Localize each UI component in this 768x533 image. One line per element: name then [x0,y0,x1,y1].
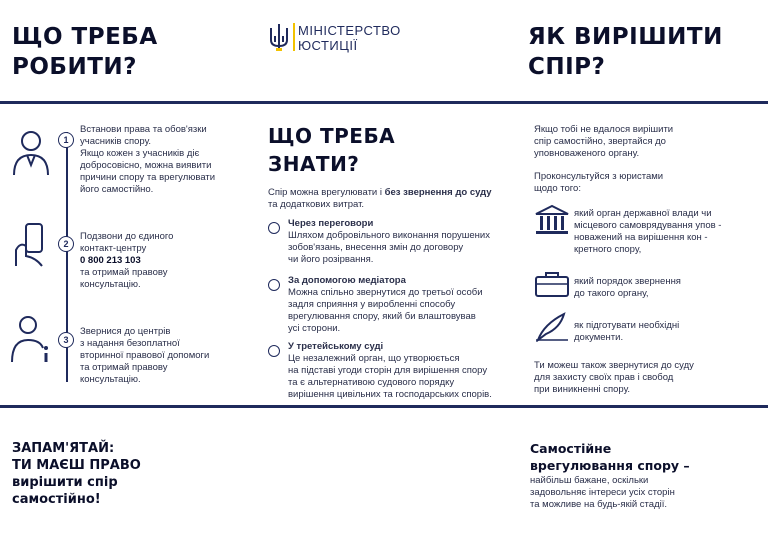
trident-icon [268,22,290,52]
court-line: Ти можеш також звернутися до суду [534,360,694,371]
court-line: при виникненні спору. [534,384,631,395]
left-title-line1: ЩО ТРЕБА [12,24,158,50]
step-1-text [80,124,245,196]
court-text [534,360,764,396]
left-title-line2: РОБИТИ? [12,54,137,80]
right-item-1-line: який орган державної влади чи [574,208,712,219]
quill-pen-icon [534,312,570,342]
bottom-divider [0,405,768,408]
right-item-1-line: місцевого самоврядування упов - [574,220,722,231]
footer-left-line3: вирішити спір [12,475,118,490]
right-column [522,104,762,404]
step-3-line: та отримай правову [80,362,168,373]
option-1 [288,218,513,266]
right-item-1-line: кретного спору, [574,244,642,255]
step-1-line: учасників спору. [80,136,152,147]
footer-left-line2: ТИ МАЄШ ПРАВО [12,458,141,473]
right-item-2-line: до такого органу, [574,288,649,299]
step-number-1: 1 [58,132,74,148]
footer-right-body [530,475,762,511]
middle-title [268,122,395,178]
step-1-line: Встанови права та обов'язки [80,124,207,135]
phone-hand-icon [12,222,50,268]
footer-right-title2: врегулювання спору – [530,458,690,473]
right-item-3-line: документи. [574,332,624,343]
option-2-line: врегулювання спору, який би влаштовував [288,311,476,322]
option-2-radio [268,279,280,291]
option-2-title: За допомогою медіатора [288,275,406,286]
right-title-line1: ЯК ВИРІШИТИ [528,24,723,50]
footer-left-line1: ЗАПАМ'ЯТАЙ: [12,441,115,456]
option-1-title: Через переговори [288,218,374,229]
right-intro [534,124,759,160]
right-item-2-line: який порядок звернення [574,276,681,287]
government-building-icon [534,204,570,236]
step-number-3: 3 [58,332,74,348]
right-item-2 [574,276,764,300]
step-number-2: 2 [58,236,74,252]
step-2-line: та отримай правову [80,267,168,278]
middle-title-line1: ЩО ТРЕБА [268,124,396,148]
step-3-text [80,326,250,386]
logo-line1: МІНІСТЕРСТВО [298,23,401,38]
court-line: для захисту своїх прав і свобод [534,372,674,383]
step-3-line: вторинної правової допомоги [80,350,210,361]
right-title [528,22,723,82]
step-1-line: його самостійно. [80,184,154,195]
footer-left-line4: самостійно! [12,492,101,507]
right-item-3 [574,320,764,344]
left-title [12,22,158,82]
step-2-line: консультацію. [80,279,141,290]
step-2-line: Подзвони до єдиного [80,231,174,242]
person-suit-icon [10,129,52,177]
step-3-line: з надання безоплатної [80,338,180,349]
step-2-line: контакт-центру [80,243,147,254]
footer-right-title1: Самостійне [530,441,612,456]
option-3-line: та є альтернативою судового порядку [288,377,455,388]
step-1-line: причини спору та врегулювати [80,172,216,183]
right-item-1-line: новажений на вирішення кон - [574,232,708,243]
ministry-logo [268,20,408,70]
footer-right-line: найбільш бажане, оскільки [530,475,649,486]
option-2 [288,275,518,335]
footer-right-line: задовольняє інтереси усіх сторін [530,487,675,498]
step-1-line: добросовісно, можна виявити [80,160,212,171]
middle-title-line2: ЗНАТИ? [268,152,360,176]
option-3-line: вирішення цивільних та господарських спорів. [288,389,492,400]
option-2-line: Можна спільно звернутися до третьої особи [288,287,483,298]
option-2-line: усі сторони. [288,323,341,334]
option-2-line: задля сприяння у виробленні способу [288,299,456,310]
middle-intro [268,187,513,211]
option-1-line: зобов'язань, внесення змін до договору [288,242,464,253]
step-1-line: Якщо кожен з учасників діє [80,148,200,159]
person-info-icon [10,314,54,364]
option-3-line: Це незалежний орган, що утворюється [288,353,460,364]
option-1-line: Шляхом добровільного виконання порушених [288,230,490,241]
option-1-line: чи його розірвання. [288,254,374,265]
right-intro-line: уповноваженого органу. [534,148,640,159]
right-item-1 [574,208,764,256]
option-3-line: на підставі угоди сторін для вирішення спору [288,365,488,376]
step-3-line: Звернися до центрів [80,326,171,337]
footer-right [530,440,762,511]
footer-left [12,440,252,508]
intro-plain: Спір можна врегулювати і [268,187,382,198]
intro-line2: та додаткових витрат. [268,199,365,210]
briefcase-icon [534,270,570,298]
option-3-radio [268,345,280,357]
logo-line2: ЮСТИЦІЇ [298,38,358,53]
consult-line: Проконсультуйся з юристами [534,171,664,182]
footer-right-line: та можливе на будь-якій стадії. [530,499,668,510]
right-item-3-line: як підготувати необхідні [574,320,680,331]
step-3-line: консультацію. [80,374,141,385]
middle-column [262,104,512,404]
right-intro-line: спір самостійно, звертайся до [534,136,666,147]
option-3-title: У третейському суді [288,341,384,352]
option-1-radio [268,222,280,234]
consult-text [534,171,759,195]
right-title-line2: СПІР? [528,54,606,80]
consult-line: щодо того: [534,183,581,194]
left-column [0,104,250,404]
intro-bold: без звернення до суду [384,187,492,198]
right-intro-line: Якщо тобі не вдалося вирішити [534,124,674,135]
phone-number: 0 800 213 103 [80,255,141,266]
option-3 [288,341,523,401]
step-2-text [80,231,245,291]
